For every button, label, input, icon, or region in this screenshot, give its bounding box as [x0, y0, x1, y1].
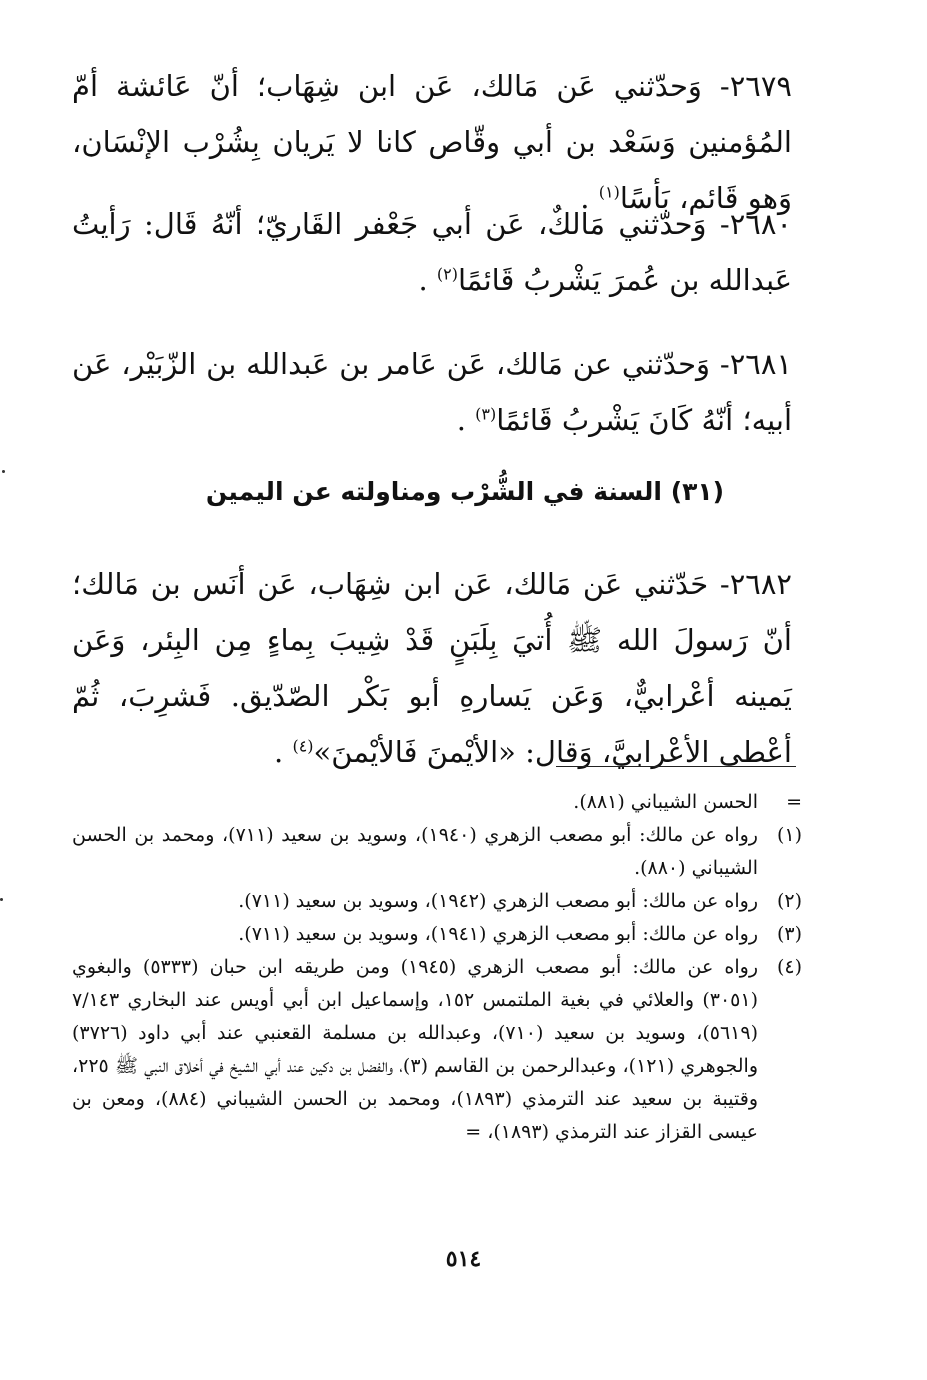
hadith-2681	[72, 336, 792, 448]
hadith-text: وَحدّثني عَن مَالك، عَن ابن شِهَاب؛ أنّ عَائشة أمّ المُؤمنين وَسَعْد بن أبي وقّاص كانا لا يَريان بِشُرْب الإنْسَان، وَهو قَائم، بَأسًا	[72, 69, 792, 215]
footnote-mark: (٤)	[776, 956, 802, 978]
footnote-mark: =	[786, 791, 802, 813]
footnote-1	[72, 819, 802, 885]
footnotes	[72, 786, 802, 1149]
footnote-text: رواه عن مالك: أبو مصعب الزهري (١٩٤١)، وسويد بن سعيد (٧١١).	[238, 923, 758, 945]
hadith-text: وَحدّثني عن مَالك، عَن عَامر بن عَبدالله بن الزّبَيْر، عَن أبيه؛ أنّهُ كَانَ يَشْربُ قَائمًا	[72, 347, 792, 437]
hadith-number: ٢٦٨٢-	[719, 567, 793, 601]
hadith-number: ٢٦٨١-	[719, 347, 793, 381]
footnote-2	[72, 885, 802, 918]
footnote-ref[interactable]: (١)	[598, 182, 620, 202]
hadith-end: .	[418, 263, 437, 297]
footnote-text: رواه عن مالك: أبو مصعب الزهري (١٩٤٠)، وسويد بن سعيد (٧١١)، ومحمد بن الحسن الشيباني (٨٨٠).	[72, 824, 758, 879]
hadith-number: ٢٦٨٠-	[719, 207, 793, 241]
hadith-number: ٢٦٧٩-	[719, 69, 793, 103]
footnote-ref[interactable]: (٤)	[292, 736, 314, 756]
hadith-end: .	[274, 735, 293, 769]
footnote-ref[interactable]: (٢)	[436, 264, 458, 284]
footnote-4	[72, 951, 802, 1149]
footnote-mark: (٢)	[776, 890, 802, 912]
hadith-2682	[72, 556, 792, 780]
section-heading: (٣١) السنة في الشُّرْب ومناولته عن اليمين	[205, 477, 725, 506]
page-number: ٥١٤	[445, 1246, 482, 1272]
hadith-text: حَدّثني عَن مَالك، عَن ابن شِهَاب، عَن أنَس بن مَالك؛ أنّ رَسولَ الله ﷺ أُتيَ بِلَبَنٍ قَدْ شِيبَ بِماءٍ مِن البِئر، وَعَن يَمينه أعْرابيٌّ، وَعَن يَسارهِ أبو بَكْر الصّدّيق. فَشرِبَ، ثُمّ أعْطى الأعْرابيَّ، وَقال: «الأيْمنَ فَالأيْمنَ»	[72, 567, 792, 769]
footnote-3	[72, 918, 802, 951]
footnote-text: رواه عن مالك: أبو مصعب الزهري (١٩٤٥) ومن طريقه ابن حبان (٥٣٣٣) والبغوي (٣٠٥١) والعلائي في بغية الملتمس ١٥٢، وإسماعيل ابن أبي أويس عند البخاري ٧/١٤٣ (٥٦١٩)، وسويد بن سعيد (٧١٠)، وعبدالله بن مسلمة القعنبي عند أبي داود (٣٧٢٦) والجوهري (١٢١)، وعبدالرحمن بن القاسم (٣)، والفضل بن دكين عند أبي الشيخ في أخلاق النبي ﷺ ٢٢٥، وقتيبة بن سعيد عند الترمذي (١٨٩٣)، ومحمد بن الحسن الشيباني (٨٨٤)، ومعن بن عيسى القزاز عند الترمذي (١٨٩٣)، =	[72, 956, 759, 1143]
footnote-continuation	[72, 786, 802, 819]
scan-speck	[0, 898, 3, 901]
footnote-mark: (١)	[776, 824, 802, 846]
hadith-text: وَحدّثني مَالكٌ، عَن أبي جَعْفر القَاريّ؛ أنّهُ قَال: رَأيتُ عَبدالله بن عُمرَ يَشْربُ قَائمًا	[72, 207, 792, 297]
footnote-text: رواه عن مالك: أبو مصعب الزهري (١٩٤٢)، وسويد بن سعيد (٧١١).	[238, 890, 758, 912]
hadith-end: .	[580, 181, 599, 215]
scan-speck	[2, 470, 5, 473]
hadith-2680	[72, 196, 792, 308]
footnote-mark: (٣)	[776, 923, 802, 945]
footnote-text: الحسن الشيباني (٨٨١).	[573, 791, 758, 813]
footnote-divider	[556, 766, 796, 767]
footnote-ref[interactable]: (٣)	[475, 404, 497, 424]
hadith-end: .	[456, 403, 476, 437]
